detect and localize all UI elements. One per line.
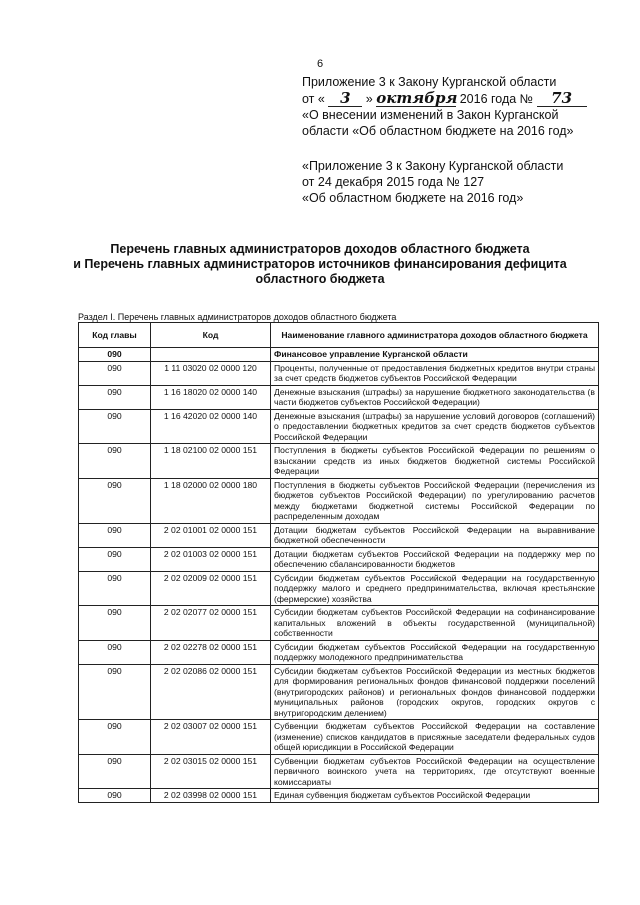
date-prefix: от « bbox=[302, 92, 325, 106]
cell-code: 1 18 02000 02 0000 180 bbox=[151, 479, 271, 523]
title-line: Перечень главных администраторов доходов областного бюджета bbox=[110, 242, 530, 256]
cell-name: Поступления в бюджеты субъектов Российской Федерации (перечисления из бюджетов субъектов Российской Федерации) по урегулированию расчетов между бюджетами бюджетной системы Российской Федерации по распределенным доходам bbox=[271, 479, 599, 523]
cell-chapter: 090 bbox=[79, 548, 151, 571]
table-row bbox=[79, 572, 599, 607]
table-group-row bbox=[79, 348, 599, 362]
cell-chapter: 090 bbox=[79, 479, 151, 523]
cell-name: Субсидии бюджетам субъектов Российской Федерации из местных бюджетов для формирования региональных фондов финансовой поддержки поселений (внутригородских районов) и региональных фондов финансовой поддержки муниципальных районов (городских округов, городских округов с внутригородским делением) bbox=[271, 665, 599, 720]
cell-chapter: 090 bbox=[79, 348, 151, 361]
table-row bbox=[79, 410, 599, 445]
table-row bbox=[79, 479, 599, 524]
table-row bbox=[79, 755, 599, 790]
table-row bbox=[79, 362, 599, 386]
header-code: Код bbox=[151, 323, 271, 347]
cell-chapter: 090 bbox=[79, 641, 151, 664]
appendix-line: Приложение 3 к Закону Курганской области bbox=[302, 75, 557, 89]
cell-code: 2 02 02009 02 0000 151 bbox=[151, 572, 271, 606]
cell-name: Поступления в бюджеты субъектов Российской Федерации по решениям о взыскании средств из иных бюджетов бюджетной системы Российской Федерации bbox=[271, 444, 599, 478]
cell-code: 2 02 03998 02 0000 151 bbox=[151, 789, 271, 802]
title-line: и Перечень главных администраторов источников финансирования дефицита bbox=[73, 257, 567, 271]
cell-name: Денежные взыскания (штрафы) за нарушение условий договоров (соглашений) о предоставлении бюджетных кредитов за счет средств бюджетов субъектов Российской Федерации bbox=[271, 410, 599, 444]
handwritten-month: октября bbox=[376, 89, 458, 107]
cell-chapter: 090 bbox=[79, 362, 151, 385]
cell-chapter: 090 bbox=[79, 572, 151, 606]
cell-chapter: 090 bbox=[79, 444, 151, 478]
table-row bbox=[79, 548, 599, 572]
appendix-line: области «Об областном бюджете на 2016 год» bbox=[302, 124, 574, 138]
cell-code: 2 02 02086 02 0000 151 bbox=[151, 665, 271, 720]
appendix-date-line bbox=[302, 90, 622, 107]
date-quote: » bbox=[365, 92, 373, 106]
appendix-line: «О внесении изменений в Закон Курганской bbox=[302, 108, 559, 122]
cell-name: Дотации бюджетам субъектов Российской Федерации на поддержку мер по обеспечению сбалансированности бюджетов bbox=[271, 548, 599, 571]
cell-code: 2 02 01003 02 0000 151 bbox=[151, 548, 271, 571]
handwritten-number: 73 bbox=[537, 90, 587, 107]
title-line: областного бюджета bbox=[255, 272, 385, 286]
table-row bbox=[79, 444, 599, 479]
cell-name: Субсидии бюджетам субъектов Российской Федерации на государственную поддержку молодежного предпринимательства bbox=[271, 641, 599, 664]
table-row bbox=[79, 524, 599, 548]
cell-name: Единая субвенция бюджетам субъектов Российской Федерации bbox=[271, 789, 599, 802]
cell-code: 2 02 01001 02 0000 151 bbox=[151, 524, 271, 547]
table-row bbox=[79, 386, 599, 410]
cell-chapter: 090 bbox=[79, 720, 151, 754]
cell-code: 1 11 03020 02 0000 120 bbox=[151, 362, 271, 385]
table-row bbox=[79, 641, 599, 665]
cell-chapter: 090 bbox=[79, 665, 151, 720]
appendix-line: от 24 декабря 2015 года № 127 bbox=[302, 175, 485, 189]
handwritten-day: 3 bbox=[328, 90, 362, 107]
table-row bbox=[79, 789, 599, 803]
cell-chapter: 090 bbox=[79, 524, 151, 547]
cell-name: Финансовое управление Курганской области bbox=[271, 348, 599, 361]
section-label: Раздел I. Перечень главных администраторов доходов областного бюджета bbox=[78, 312, 397, 322]
cell-chapter: 090 bbox=[79, 386, 151, 409]
cell-code: 2 02 03007 02 0000 151 bbox=[151, 720, 271, 754]
appendix-line: «Приложение 3 к Закону Курганской области bbox=[302, 159, 564, 173]
cell-name: Субвенции бюджетам субъектов Российской Федерации на составление (изменение) списков кандидатов в присяжные заседатели федеральных судов общей юрисдикции в Российской Федерации bbox=[271, 720, 599, 754]
cell-chapter: 090 bbox=[79, 410, 151, 444]
cell-code: 2 02 02077 02 0000 151 bbox=[151, 606, 271, 640]
cell-name: Субвенции бюджетам субъектов Российской Федерации на осуществление первичного воинского учета на территориях, где отсутствуют военные комиссариаты bbox=[271, 755, 599, 789]
table-row bbox=[79, 665, 599, 721]
table-row bbox=[79, 606, 599, 641]
header-administrator-name: Наименование главного администратора доходов областного бюджета bbox=[271, 323, 599, 347]
cell-name: Субсидии бюджетам субъектов Российской Федерации на государственную поддержку малого и среднего предпринимательства, включая крестьянские (фермерские) хозяйства bbox=[271, 572, 599, 606]
appendix-amending-law bbox=[302, 74, 622, 139]
cell-name: Субсидии бюджетам субъектов Российской Федерации на софинансирование капитальных вложений в объекты государственной (муниципальной) собственности bbox=[271, 606, 599, 640]
cell-name: Денежные взыскания (штрафы) за нарушение бюджетного законодательства (в части бюджетов субъектов Российской Федерации) bbox=[271, 386, 599, 409]
cell-code: 1 16 18020 02 0000 140 bbox=[151, 386, 271, 409]
cell-code bbox=[151, 348, 271, 361]
document-title bbox=[40, 242, 600, 287]
cell-name: Проценты, полученные от предоставления бюджетных кредитов внутри страны за счет средств бюджетов субъектов Российской Федерации bbox=[271, 362, 599, 385]
table-row bbox=[79, 720, 599, 755]
cell-code: 1 16 42020 02 0000 140 bbox=[151, 410, 271, 444]
page-number: 6 bbox=[316, 58, 324, 70]
appendix-original-law bbox=[302, 158, 622, 206]
date-year: 2016 года № bbox=[459, 92, 534, 106]
cell-name: Дотации бюджетам субъектов Российской Федерации на выравнивание бюджетной обеспеченности bbox=[271, 524, 599, 547]
appendix-line: «Об областном бюджете на 2016 год» bbox=[302, 191, 524, 205]
cell-chapter: 090 bbox=[79, 606, 151, 640]
revenue-administrators-table bbox=[78, 322, 599, 803]
cell-code: 2 02 02278 02 0000 151 bbox=[151, 641, 271, 664]
cell-chapter: 090 bbox=[79, 755, 151, 789]
table-header bbox=[79, 323, 599, 348]
cell-chapter: 090 bbox=[79, 789, 151, 802]
header-chapter-code: Код главы bbox=[79, 323, 151, 347]
cell-code: 1 18 02100 02 0000 151 bbox=[151, 444, 271, 478]
cell-code: 2 02 03015 02 0000 151 bbox=[151, 755, 271, 789]
